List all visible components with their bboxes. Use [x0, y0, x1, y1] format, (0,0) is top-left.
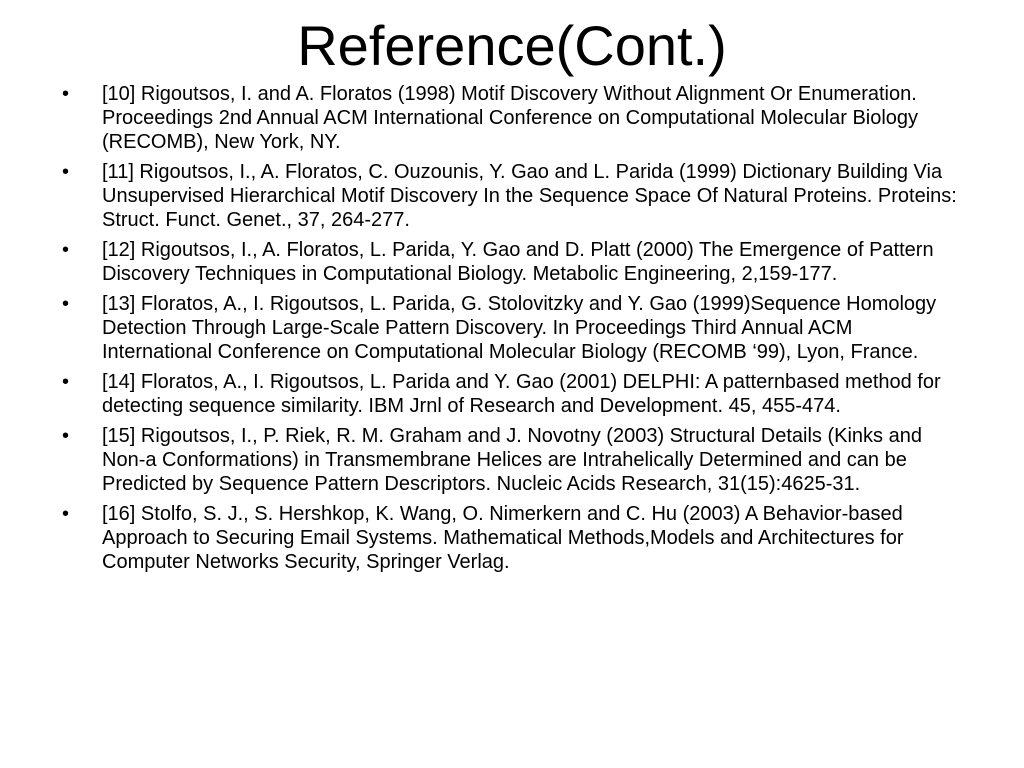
reference-text: [12] Rigoutsos, I., A. Floratos, L. Parida, Y. Gao and D. Platt (2000) The Emergence of Pattern Discovery Techniques in Computational Biology. Metabolic Engineering, 2,159-177.: [102, 239, 934, 285]
bullet-icon: •: [62, 503, 70, 525]
reference-item-16: [60, 502, 960, 574]
reference-item-11: [60, 160, 960, 232]
reference-text: [13] Floratos, A., I. Rigoutsos, L. Parida, G. Stolovitzky and Y. Gao (1999)Sequence Homology Detection Through Large-Scale Pattern Discovery. In Proceedings Third Annual ACM International Conference on Computational Molecular Biology (RECOMB ‘99), Lyon, France.: [102, 293, 937, 363]
reference-item-10: [60, 82, 960, 154]
bullet-icon: •: [62, 83, 70, 105]
reference-text: [16] Stolfo, S. J., S. Hershkop, K. Wang, O. Nimerkern and C. Hu (2003) A Behavior-based Approach to Securing Email Systems. Mathematical Methods,Models and Architectures for Computer Networks Security, Springer Verlag.: [102, 503, 904, 573]
reference-item-12: [60, 238, 960, 286]
reference-text: [11] Rigoutsos, I., A. Floratos, C. Ouzounis, Y. Gao and L. Parida (1999) Dictionary Building Via Unsupervised Hierarchical Motif Discovery In the Sequence Space Of Natural Proteins. Proteins: Struct. Funct. Genet., 37, 264-277.: [102, 161, 957, 231]
bullet-icon: •: [62, 239, 70, 261]
bullet-icon: •: [62, 371, 70, 393]
slide-title: Reference(Cont.): [297, 14, 727, 77]
reference-list: [60, 82, 960, 580]
reference-item-13: [60, 292, 960, 364]
reference-item-14: [60, 370, 960, 418]
reference-text: [10] Rigoutsos, I. and A. Floratos (1998) Motif Discovery Without Alignment Or Enumeration. Proceedings 2nd Annual ACM International Conference on Computational Molecular Biology (RECOMB), New York, NY.: [102, 83, 919, 153]
reference-text: [15] Rigoutsos, I., P. Riek, R. M. Graham and J. Novotny (2003) Structural Details (Kinks and Non-a Conformations) in Transmembrane Helices are Intrahelically Determined and can be Predicted by Sequence Pattern Descriptors. Nucleic Acids Research, 31(15):4625-31.: [102, 425, 922, 495]
reference-item-15: [60, 424, 960, 496]
reference-text: [14] Floratos, A., I. Rigoutsos, L. Parida and Y. Gao (2001) DELPHI: A patternbased method for detecting sequence similarity. IBM Jrnl of Research and Development. 45, 455-474.: [102, 371, 941, 417]
bullet-icon: •: [62, 425, 70, 447]
bullet-icon: •: [62, 161, 70, 183]
bullet-icon: •: [62, 293, 70, 315]
